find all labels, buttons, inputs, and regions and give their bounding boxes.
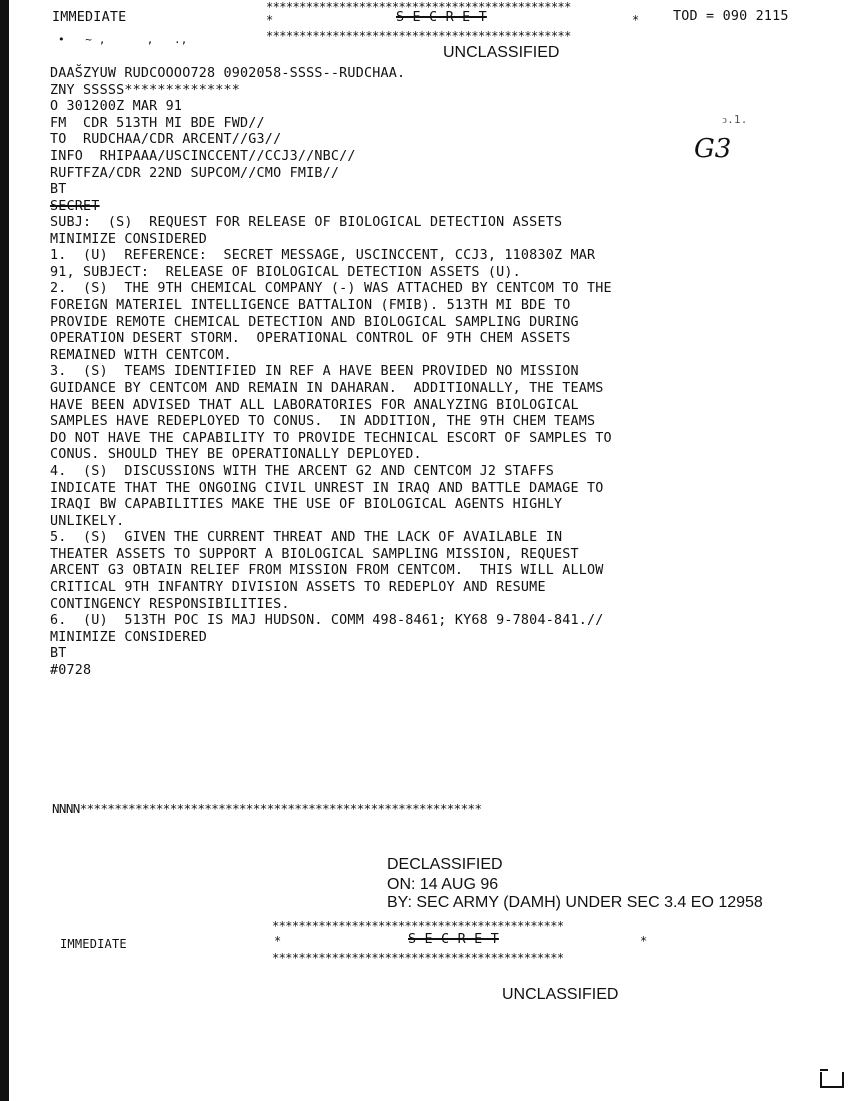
message-line: IRAQI BW CAPABILITIES MAKE THE USE OF BIOLOGICAL AGENTS HIGHLY xyxy=(50,497,563,513)
small-margin-mark: ↄ.1. xyxy=(722,113,748,126)
message-line: 2. (S) THE 9TH CHEMICAL COMPANY (-) WAS ATTACHED BY CENTCOM TO THE xyxy=(50,281,612,297)
header-classification-struck: S E C R E T xyxy=(396,10,487,25)
header-star-right: * xyxy=(632,13,639,27)
footer-stars-bottom: ******************************************** xyxy=(272,951,564,965)
message-line: OPERATION DESERT STORM. OPERATIONAL CONTROL OF 9TH CHEM ASSETS xyxy=(50,331,571,347)
footer-stars-top: ******************************************** xyxy=(272,919,564,933)
message-line: FOREIGN MATERIEL INTELLIGENCE BATTALION (FMIB). 513TH MI BDE TO xyxy=(50,297,571,313)
footer-star-left: * xyxy=(274,934,281,948)
message-line: HAVE BEEN ADVISED THAT ALL LABORATORIES FOR ANALYZING BIOLOGICAL xyxy=(50,397,579,413)
message-line: CONTINGENCY RESPONSIBILITIES. xyxy=(50,596,290,612)
message-line: MINIMIZE CONSIDERED xyxy=(50,231,207,247)
message-line: 3. (S) TEAMS IDENTIFIED IN REF A HAVE BEEN PROVIDED NO MISSION xyxy=(50,364,579,380)
message-line: 5. (S) GIVEN THE CURRENT THREAT AND THE LACK OF AVAILABLE IN xyxy=(50,530,563,546)
message-line: BT xyxy=(50,646,67,662)
routing-line: ZNY SSSSS************** xyxy=(50,82,241,98)
header-tod: TOD = 090 2115 xyxy=(673,9,789,24)
header-precedence: IMMEDIATE xyxy=(52,10,127,25)
routing-block xyxy=(50,66,405,215)
message-line: UNLIKELY. xyxy=(50,513,125,529)
message-line: CRITICAL 9TH INFANTRY DIVISION ASSETS TO REDEPLOY AND RESUME xyxy=(50,580,546,596)
declass-line-2: ON: 14 AUG 96 xyxy=(387,876,499,893)
message-line: 91, SUBJECT: RELEASE OF BIOLOGICAL DETECTION ASSETS (U). xyxy=(50,264,521,280)
routing-line: RUFTFZA/CDR 22ND SUPCOM//CMO FMIB// xyxy=(50,165,340,181)
footer-star-right: * xyxy=(640,934,647,948)
message-line: INDICATE THAT THE ONGOING CIVIL UNREST IN IRAQ AND BATTLE DAMAGE TO xyxy=(50,480,604,496)
footer-precedence: IMMEDIATE xyxy=(60,937,127,951)
declass-line-3: BY: SEC ARMY (DAMH) UNDER SEC 3.4 EO 12958 xyxy=(387,894,763,911)
message-line: CONUS. SHOULD THEY BE OPERATIONALLY DEPLOYED. xyxy=(50,447,422,463)
declass-line-1: DECLASSIFIED xyxy=(387,856,503,873)
header-stars-bottom: ********************************************** xyxy=(266,29,571,43)
routing-line: BT xyxy=(50,182,67,198)
header-stars-top: ********************************************** xyxy=(266,0,571,14)
footer-unclassified: UNCLASSIFIED xyxy=(502,986,619,1003)
message-line: REMAINED WITH CENTCOM. xyxy=(50,347,232,363)
corner-bracket-mark xyxy=(820,1072,844,1088)
message-line: 1. (U) REFERENCE: SECRET MESSAGE, USCINCCENT, CCJ3, 110830Z MAR xyxy=(50,248,596,264)
message-line: SUBJ: (S) REQUEST FOR RELEASE OF BIOLOGICAL DETECTION ASSETS xyxy=(50,215,563,230)
message-line: ARCENT G3 OBTAIN RELIEF FROM MISSION FROM CENTCOM. THIS WILL ALLOW xyxy=(50,563,604,579)
message-line: DO NOT HAVE THE CAPABILITY TO PROVIDE TECHNICAL ESCORT OF SAMPLES TO xyxy=(50,430,612,446)
handwritten-annotation: G3 xyxy=(694,134,732,164)
message-line: GUIDANCE BY CENTCOM AND REMAIN IN DAHARAN. ADDITIONALLY, THE TEAMS xyxy=(50,380,604,396)
routing-line: DAAS̆ZYUW RUDCOOOO728 0902058-SSSS--RUDCHAA. xyxy=(50,66,406,81)
footer-classification-struck: S E C R E T xyxy=(408,932,499,947)
message-line: SAMPLES HAVE REDEPLOYED TO CONUS. IN ADDITION, THE 9TH CHEM TEAMS xyxy=(50,414,596,430)
message-line: #0728 xyxy=(50,663,92,679)
routing-line: O 301200Z MAR 91 xyxy=(50,99,183,115)
message-line: MINIMIZE CONSIDERED xyxy=(50,629,207,645)
message-body xyxy=(50,215,612,680)
routing-line: FM CDR 513TH MI BDE FWD// xyxy=(50,115,265,131)
message-line: PROVIDE REMOTE CHEMICAL DETECTION AND BIOLOGICAL SAMPLING DURING xyxy=(50,314,579,330)
message-line: 6. (U) 513TH POC IS MAJ HUDSON. COMM 498-8461; KY68 9-7804-841.// xyxy=(50,613,604,629)
header-marks: • ~ , , ., xyxy=(58,33,188,46)
message-line: 4. (S) DISCUSSIONS WITH THE ARCENT G2 AND CENTCOM J2 STAFFS xyxy=(50,463,554,479)
scan-edge-bar xyxy=(0,0,9,1101)
routing-line: TO RUDCHAA/CDR ARCENT//G3// xyxy=(50,132,282,148)
end-of-message-nnnn: NNNN********************************************************** xyxy=(52,801,482,816)
message-line: THEATER ASSETS TO SUPPORT A BIOLOGICAL SAMPLING MISSION, REQUEST xyxy=(50,546,579,562)
routing-line: INFO RHIPAAA/USCINCCENT//CCJ3//NBC// xyxy=(50,148,356,164)
routing-line-struck: SECRET xyxy=(50,198,100,214)
header-unclassified: UNCLASSIFIED xyxy=(443,44,560,61)
header-star-left: * xyxy=(266,13,273,27)
